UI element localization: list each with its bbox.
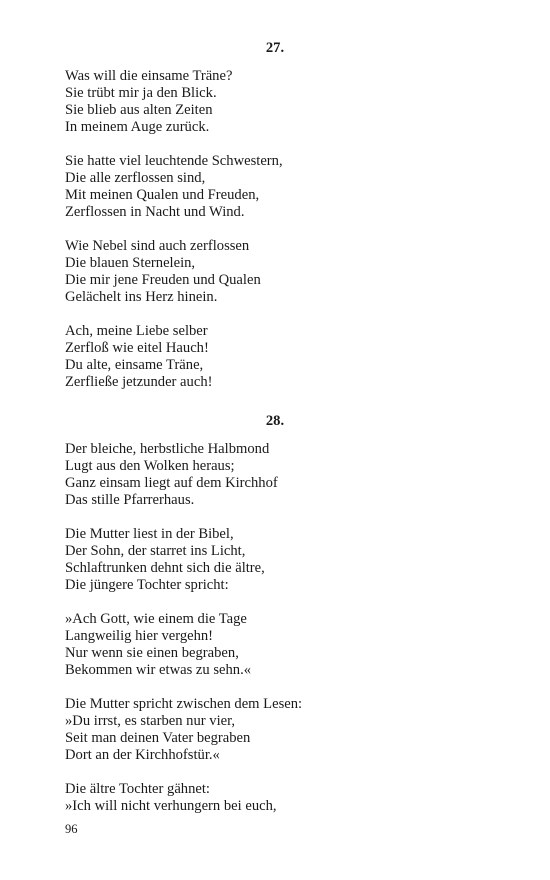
verse-line: Sie blieb aus alten Zeiten — [65, 102, 213, 118]
verse-line: Der Sohn, der starret ins Licht, — [65, 543, 246, 559]
verse-line: Die Mutter liest in der Bibel, — [65, 526, 234, 542]
verse-line: Sie hatte viel leuchtende Schwestern, — [65, 153, 283, 169]
poem-27 — [65, 68, 485, 391]
verse-line: Gelächelt ins Herz hinein. — [65, 289, 218, 305]
verse-line: Bekommen wir etwas zu sehn.« — [65, 662, 252, 678]
poem-number: 28. — [265, 413, 285, 429]
verse-line: Wie Nebel sind auch zerflossen — [65, 238, 250, 254]
verse-line: Langweilig hier vergehn! — [65, 628, 214, 644]
poem-28 — [65, 441, 485, 815]
stanza — [65, 323, 485, 391]
verse-line: Die mir jene Freuden und Qualen — [65, 272, 261, 288]
verse-line: Das stille Pfarrerhaus. — [65, 492, 195, 508]
verse-line: Mit meinen Qualen und Freuden, — [65, 187, 260, 203]
verse-line: Sie trübt mir ja den Blick. — [65, 85, 217, 101]
verse-line: Die jüngere Tochter spricht: — [65, 577, 229, 593]
verse-line: Die blauen Sternelein, — [65, 255, 196, 271]
verse-line: Ach, meine Liebe selber — [65, 323, 208, 339]
stanza — [65, 781, 485, 815]
verse-line: Zerfloß wie eitel Hauch! — [65, 340, 209, 356]
poem-text-block — [65, 40, 485, 815]
stanza — [65, 238, 485, 306]
stanza — [65, 153, 485, 221]
stanza — [65, 696, 485, 764]
verse-line: Schlaftrunken dehnt sich die ältre, — [65, 560, 265, 576]
stanza — [65, 441, 485, 509]
verse-line: Zerfließe jetzunder auch! — [65, 374, 213, 390]
stanza — [65, 526, 485, 594]
verse-line: Der bleiche, herbstliche Halbmond — [65, 441, 270, 457]
stanza — [65, 68, 485, 136]
verse-line: »Du irrst, es starben nur vier, — [65, 713, 236, 729]
verse-line: »Ich will nicht verhungern bei euch, — [65, 798, 277, 814]
stanza — [65, 611, 485, 679]
verse-line: Seit man deinen Vater begraben — [65, 730, 251, 746]
verse-line: Die alle zerflossen sind, — [65, 170, 206, 186]
verse-line: Die ältre Tochter gähnet: — [65, 781, 210, 797]
verse-line: »Ach Gott, wie einem die Tage — [65, 611, 247, 627]
verse-line: Ganz einsam liegt auf dem Kirchhof — [65, 475, 278, 491]
page-number: 96 — [65, 822, 78, 836]
verse-line: Dort an der Kirchhofstür.« — [65, 747, 220, 763]
poem-number: 27. — [265, 40, 285, 56]
verse-line: In meinem Auge zurück. — [65, 119, 210, 135]
verse-line: Zerflossen in Nacht und Wind. — [65, 204, 245, 220]
verse-line: Nur wenn sie einen begraben, — [65, 645, 239, 661]
verse-line: Du alte, einsame Träne, — [65, 357, 204, 373]
verse-line: Die Mutter spricht zwischen dem Lesen: — [65, 696, 303, 712]
verse-line: Was will die einsame Träne? — [65, 68, 233, 84]
verse-line: Lugt aus den Wolken heraus; — [65, 458, 235, 474]
